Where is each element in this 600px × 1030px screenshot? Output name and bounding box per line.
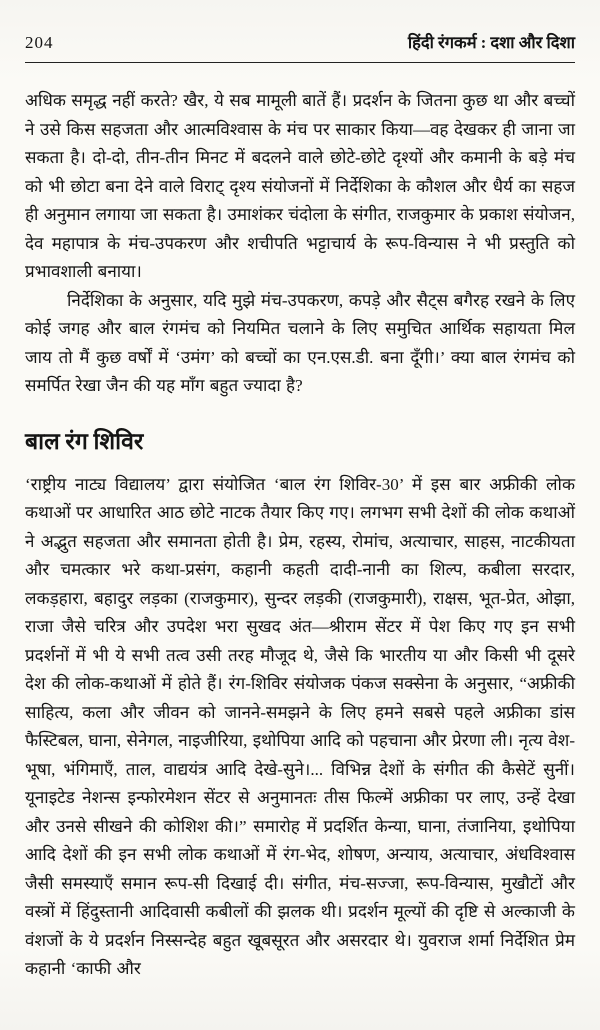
section-heading: बाल रंग शिविर [25, 428, 144, 454]
page-number: 204 [25, 33, 54, 52]
running-header-title: हिंदी रंगकर्म : दशा और दिशा [407, 33, 575, 52]
page-header [25, 30, 575, 53]
header-rule [25, 62, 575, 63]
paragraph-baal-rang-shivir: ‘राष्ट्रीय नाट्य विद्यालय’ द्वारा संयोजित ‘बाल रंग शिविर-30’ में इस बार अफ्रीकी लोक कथाओं पर आधारित आठ छोटे नाटक तैयार किए गए। लगभग सभी देशों की लोक कथाओं ने अद्भुत सहजता और समानता होती है। प्रेम, रहस्य, रोमांच, अत्याचार, साहस, नाटकीयता और चमत्कार भरे कथा-प्रसंग, कहानी कहती दादी-नानी का शिल्प, कबीला सरदार, लकड़हारा, बहादुर लड़का (राजकुमार), सुन्दर लड़की (राजकुमारी), राक्षस, भूत-प्रेत, ओझा, राजा जैसे चरित्र और उपदेश भरा सुखद अंत—श्रीराम सेंटर में पेश किए गए इन सभी प्रदर्शनों में भी ये सभी तत्व उसी तरह मौजूद थे, जैसे कि भारतीय या और किसी भी दूसरे देश की लोक-कथाओं में होते हैं। रंग-शिविर संयोजक पंकज सक्सेना के अनुसार, “अफ्रीकी साहित्य, कला और जीवन को जानने-समझने के लिए हमने सबसे पहले अफ्रीका डांस फैस्टिबल, घाना, सेनेगल, नाइजीरिया, इथोपिया आदि को पहचाना और प्रेरणा ली। नृत्य वेश-भूषा, भंगिमाएँ, ताल, वाद्ययंत्र आदि देखे-सुने।... विभिन्न देशों के संगीत की कैसेटें सुनीं। यूनाइटेड नेशन्स इन्फोरमेशन सेंटर से अनुमानतः तीस फिल्में अफ्रीका पर लाए, उन्हें देखा और उनसे सीखने की कोशिश की।” समारोह में प्रदर्शित केन्या, घाना, तंजानिया, इथोपिया आदि देशों की इन सभी लोक कथाओं में रंग-भेद, शोषण, अन्याय, अत्याचार, अंधविश्वास जैसी समस्याएँ समान रूप-सी दिखाई दी। संगीत, मंच-सज्जा, रूप-विन्यास, मुखौटों और वस्त्रों में हिंदुस्तानी आदिवासी कबीलों की झलक थी। प्रदर्शन मूल्यों की दृष्टि से अल्काजी के वंशजों के ये प्रदर्शन निस्सन्देह बहुत खूबसूरत और असरदार थे। युवराज शर्मा निर्देशित प्रेम कहानी ‘काफी और [25, 474, 575, 978]
paragraph-continuation: अधिक समृद्ध नहीं करते? खैर, ये सब मामूली बातें हैं। प्रदर्शन के जितना कुछ था और बच्चों ने उसे किस सहजता और आत्मविश्वास के मंच पर साकार किया—वह देखकर ही जाना जा सकता है। दो-दो, तीन-तीन मिनट में बदलने वाले छोटे-छोटे दृश्यों और कमानी के बड़े मंच को भी छोटा बना देने वाले विराट् दृश्य संयोजनों में निर्देशिका के कौशल और धैर्य का सहज ही अनुमान लगाया जा सकता है। उमाशंकर चंदोला के संगीत, राजकुमार के प्रकाश संयोजन, देव महापात्र के मंच-उपकरण और शचीपति भट्टाचार्य के रूप-विन्यास ने भी प्रस्तुति को प्रभावशाली बनाया। [25, 91, 575, 281]
paragraph-director-quote: निर्देशिका के अनुसार, यदि मुझे मंच-उपकरण, कपड़े और सैट्स बगैरह रखने के लिए कोई जगह और बाल रंगमंच को नियमित चलाने के लिए समुचित आर्थिक सहायता मिल जाय तो मैं कुछ वर्षों में ‘उमंग’ को बच्चों का एन.एस.डी. बना दूँगी।’ क्या बाल रंगमंच को समर्पित रेखा जैन की यह माँग बहुत ज्यादा है? [25, 290, 575, 395]
